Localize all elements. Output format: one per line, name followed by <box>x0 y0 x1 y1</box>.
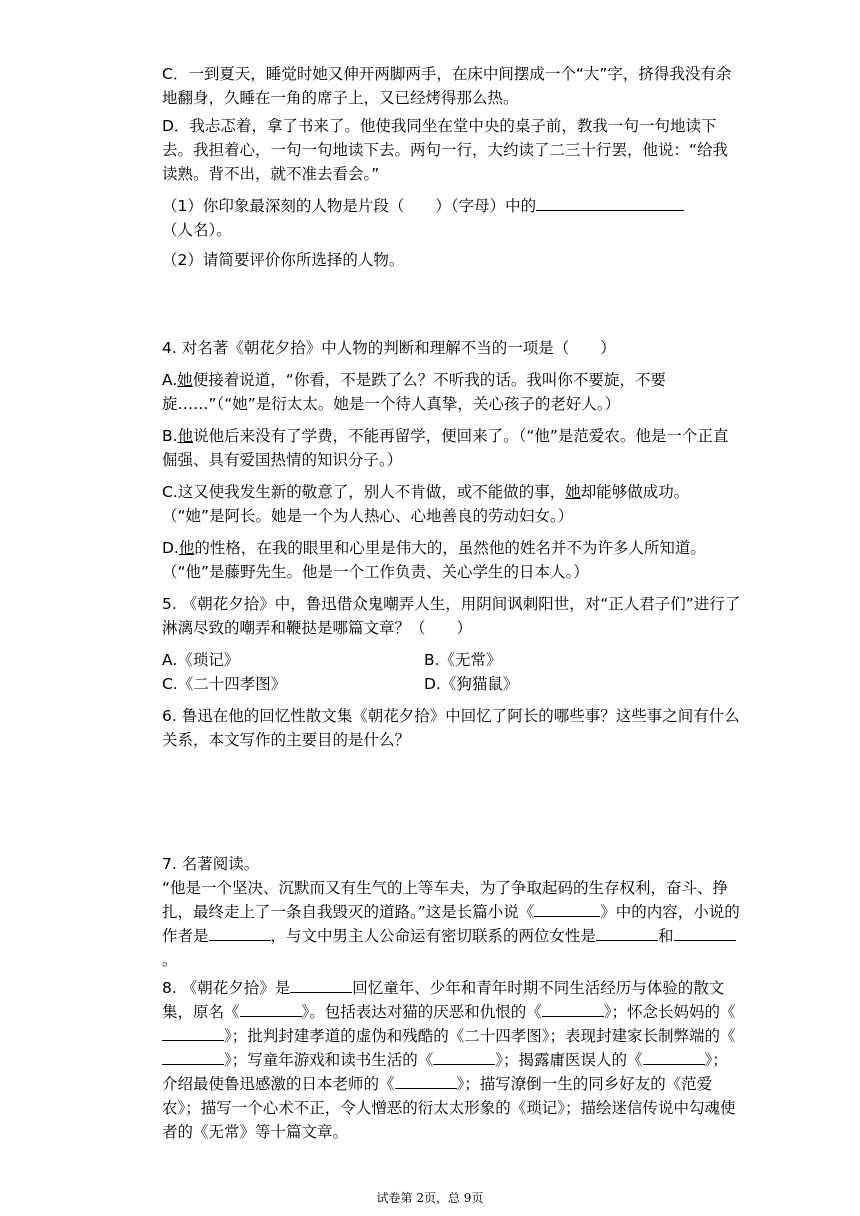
answer-space[interactable] <box>162 760 860 852</box>
question-4-option-b: B.他说他后来没有了学费，不能再留学，便回来了。（“他”是范爱农。他是一个正直倔强、具有爱国热情的知识分子。） <box>162 427 729 469</box>
answer-blank[interactable] <box>536 195 684 211</box>
answer-blank[interactable] <box>596 925 658 941</box>
question-7: 7. 名著阅读。 “他是一个坚决、沉默而又有生气的上等车夫，为了争取起码的生存权利，奋斗、挣扎，最终走上了一条自我毁灭的道路。”这是长篇小说《 》中的内容，小说的作者是 ，与文中男主人公命运有密切联系的两位女性是 和。 <box>162 855 740 969</box>
fragment-c: C．一到夏天，睡觉时她又伸开两脚两手，在床中间摆成一个“大”字，挤得我没有余地翻身，久睡在一角的席子上，又已经烤得那么热。 <box>162 65 732 107</box>
question-6: 6. 鲁迅在他的回忆性散文集《朝花夕拾》中回忆了阿长的哪些事？这些事之间有什么关系，本文写作的主要目的是什么？ <box>162 707 740 749</box>
question-4: 4. 对名著《朝花夕拾》中人物的判断和理解不当的一项是（ ） <box>162 339 616 357</box>
answer-blank[interactable] <box>395 1073 457 1089</box>
question-4-option-c: C.这又使我发生新的敬意了，别人不肯做，或不能做的事，她却能够做成功。（“她”是阿长。她是一个为人热心、心地善良的劳动妇女。） <box>162 483 690 525</box>
question-3-2: （2）请简要评价你所选择的人物。 <box>162 251 405 269</box>
question-5: 5. 《朝花夕拾》中，鲁迅借众鬼嘲弄人生，用阴间讽刺阳世，对“正人君子们”进行了淋漓尽致的嘲弄和鞭挞是哪篇文章？（ ） <box>162 595 741 637</box>
question-4-option-a: A.她便接着说道，“你看，不是跌了么？不听我的话。我叫你不要旋，不要旋……”（“她”是衍太太。她是一个待人真挚，关心孩子的老好人。） <box>162 371 666 413</box>
answer-blank[interactable] <box>162 1025 224 1041</box>
answer-blank[interactable] <box>534 901 600 917</box>
answer-blank[interactable] <box>674 925 736 941</box>
answer-space[interactable] <box>162 278 860 336</box>
answer-blank[interactable] <box>433 1049 495 1065</box>
answer-blank[interactable] <box>209 925 271 941</box>
answer-blank[interactable] <box>290 977 352 993</box>
answer-blank[interactable] <box>162 1049 224 1065</box>
question-5-option-c[interactable]: C.《二十四孝图》 <box>162 675 287 693</box>
question-5-option-a[interactable]: A.《琐记》 <box>162 651 240 669</box>
answer-blank[interactable] <box>542 1001 604 1017</box>
answer-blank[interactable] <box>643 1049 705 1065</box>
question-5-option-d[interactable]: D.《狗猫鼠》 <box>424 675 519 693</box>
fragment-d: D．我忐忑着，拿了书来了。他使我同坐在堂中央的桌子前，教我一句一句地读下去。我担着心，一句一句地读下去。两句一行，大约读了二三十行罢，他说：“给我读熟。背不出，就不准去看会。” <box>162 117 729 183</box>
question-8: 8. 《朝花夕拾》是 回忆童年、少年和青年时期不同生活经历与体验的散文集，原名《 》。包括表达对猫的厌恶和仇恨的《 》；怀念长妈妈的《》；批判封建孝道的虚伪和残酷的《二十四孝图》；表现封建家长制弊端的《》；写童年游戏和读书生活的《 》；揭露庸医误人的《 》；介绍最使鲁迅感激的日本老师的《 》；描写潦倒一生的同乡好友的《范爱农》；描写一个心术不正，令人憎恶的衍太太形象的《琐记》；描绘迷信传说中勾魂使者的《无常》等十篇文章。 <box>162 979 736 1141</box>
answer-blank[interactable] <box>240 1001 302 1017</box>
question-5-options <box>162 648 742 696</box>
question-3-1: （1）你印象最深刻的人物是片段（ ）（字母）中的 （人名）。 <box>162 194 742 242</box>
question-4-option-d: D.他的性格，在我的眼里和心里是伟大的，虽然他的姓名并不为许多人所知道。（“他”是藤野先生。他是一个工作负责、关心学生的日本人。） <box>162 539 706 581</box>
page-footer: 试卷第 2页，总 9页 <box>376 1191 484 1205</box>
question-5-option-b[interactable]: B.《无常》 <box>424 651 502 669</box>
